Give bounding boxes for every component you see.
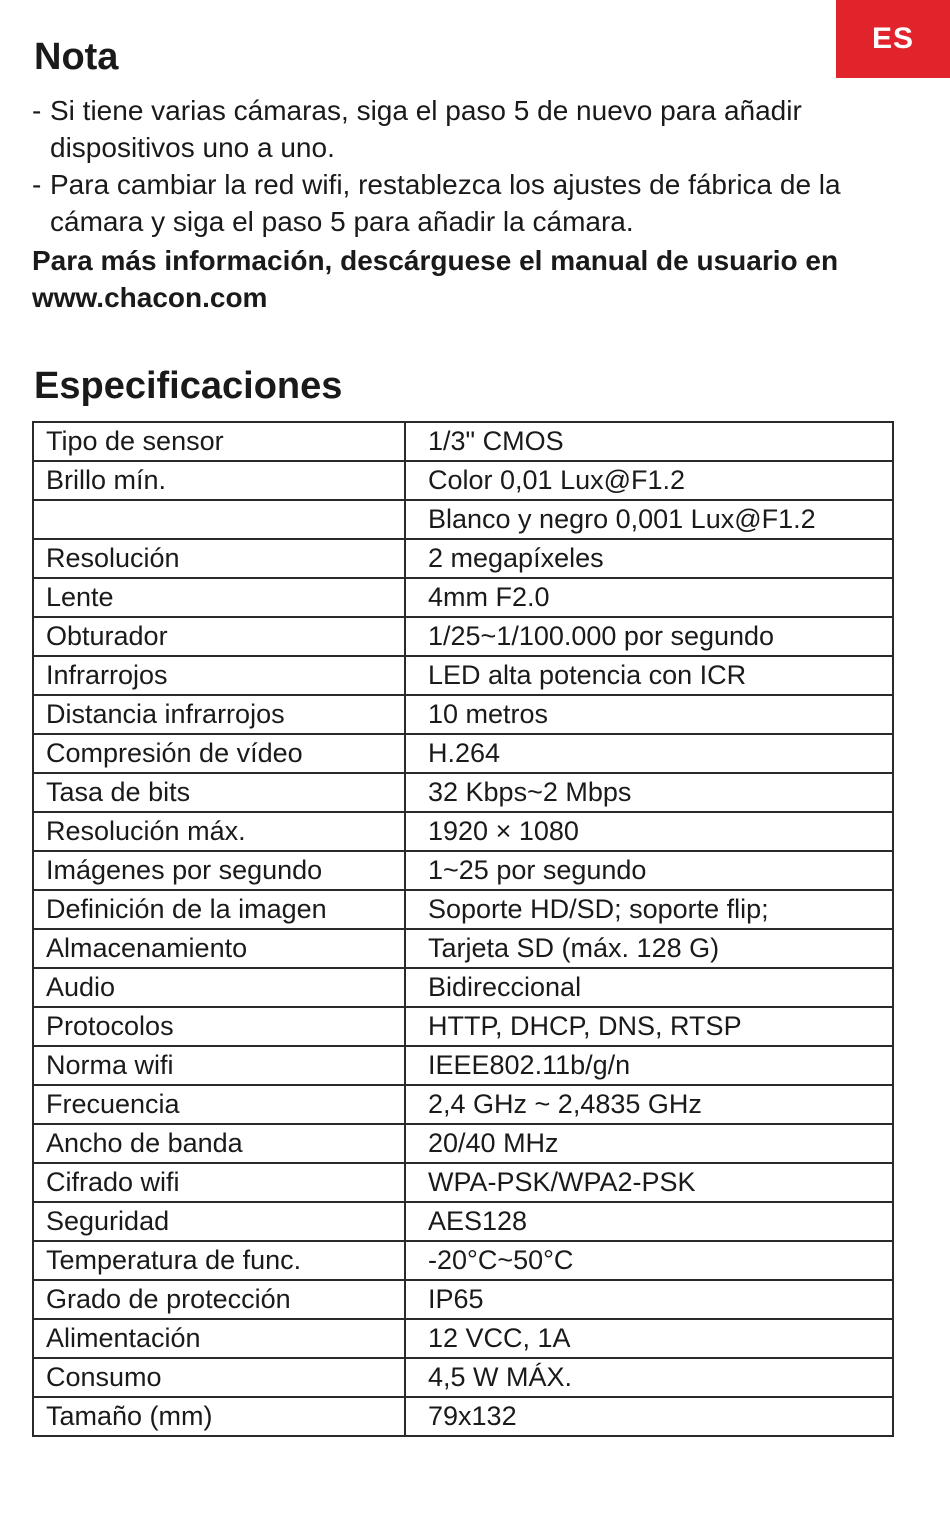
note-item: [32, 166, 912, 240]
spec-label: Infrarrojos: [33, 656, 405, 695]
spec-row: [33, 968, 893, 1007]
spec-label: Lente: [33, 578, 405, 617]
spec-value: 2,4 GHz ~ 2,4835 GHz: [405, 1085, 893, 1124]
spec-value: 4,5 W MÁX.: [405, 1358, 893, 1397]
spec-value: 1920 × 1080: [405, 812, 893, 851]
spec-row: [33, 1085, 893, 1124]
spec-value: WPA-PSK/WPA2-PSK: [405, 1163, 893, 1202]
spec-label: Brillo mín.: [33, 461, 405, 500]
spec-label: Obturador: [33, 617, 405, 656]
spec-label: Grado de protección: [33, 1280, 405, 1319]
note-item-text: Para cambiar la red wifi, restablezca los ajustes de fábrica de la cámara y siga el paso 5 para añadir la cámara.: [50, 169, 841, 237]
spec-label: Tamaño (mm): [33, 1397, 405, 1436]
spec-value: 4mm F2.0: [405, 578, 893, 617]
spec-value: AES128: [405, 1202, 893, 1241]
spec-label: Protocolos: [33, 1007, 405, 1046]
spec-row: [33, 851, 893, 890]
spec-label: Frecuencia: [33, 1085, 405, 1124]
list-dash: -: [32, 169, 42, 200]
spec-value: 1/25~1/100.000 por segundo: [405, 617, 893, 656]
spec-row: [33, 500, 893, 539]
spec-row: [33, 578, 893, 617]
spec-row: [33, 1163, 893, 1202]
spec-value: -20°C~50°C: [405, 1241, 893, 1280]
specs-table: [32, 421, 894, 1437]
spec-row: [33, 1124, 893, 1163]
spec-value: Bidireccional: [405, 968, 893, 1007]
spec-value: IEEE802.11b/g/n: [405, 1046, 893, 1085]
note-list: [32, 92, 912, 240]
spec-label: [33, 500, 405, 539]
spec-value: Blanco y negro 0,001 Lux@F1.2: [405, 500, 893, 539]
spec-label: Tasa de bits: [33, 773, 405, 812]
spec-row: [33, 422, 893, 461]
spec-value: LED alta potencia con ICR: [405, 656, 893, 695]
spec-value: 20/40 MHz: [405, 1124, 893, 1163]
spec-row: [33, 461, 893, 500]
spec-value: H.264: [405, 734, 893, 773]
spec-value: 2 megapíxeles: [405, 539, 893, 578]
note-item-text: Si tiene varias cámaras, siga el paso 5 de nuevo para añadir dispositivos uno a uno.: [50, 95, 802, 163]
spec-value: 1~25 por segundo: [405, 851, 893, 890]
spec-row: [33, 1319, 893, 1358]
spec-value: Color 0,01 Lux@F1.2: [405, 461, 893, 500]
spec-label: Imágenes por segundo: [33, 851, 405, 890]
spec-value: HTTP, DHCP, DNS, RTSP: [405, 1007, 893, 1046]
spec-row: [33, 929, 893, 968]
spec-row: [33, 1397, 893, 1436]
spec-label: Almacenamiento: [33, 929, 405, 968]
spec-label: Ancho de banda: [33, 1124, 405, 1163]
spec-row: [33, 1241, 893, 1280]
spec-row: [33, 890, 893, 929]
spec-label: Consumo: [33, 1358, 405, 1397]
spec-row: [33, 812, 893, 851]
spec-value: 32 Kbps~2 Mbps: [405, 773, 893, 812]
spec-value: 10 metros: [405, 695, 893, 734]
spec-row: [33, 1007, 893, 1046]
specs-table-body: [33, 422, 893, 1436]
spec-row: [33, 695, 893, 734]
language-badge: ES: [836, 0, 950, 78]
spec-row: [33, 1046, 893, 1085]
spec-value: Tarjeta SD (máx. 128 G): [405, 929, 893, 968]
spec-row: [33, 1358, 893, 1397]
spec-label: Alimentación: [33, 1319, 405, 1358]
spec-label: Distancia infrarrojos: [33, 695, 405, 734]
more-info-text: Para más información, descárguese el manual de usuario en www.chacon.com: [32, 245, 839, 313]
spec-row: [33, 1280, 893, 1319]
list-dash: -: [32, 95, 42, 126]
note-item: [32, 92, 912, 166]
spec-row: [33, 539, 893, 578]
spec-label: Seguridad: [33, 1202, 405, 1241]
note-heading: Nota: [34, 36, 119, 78]
spec-row: [33, 617, 893, 656]
spec-label: Temperatura de func.: [33, 1241, 405, 1280]
spec-label: Audio: [33, 968, 405, 1007]
spec-label: Cifrado wifi: [33, 1163, 405, 1202]
spec-value: 12 VCC, 1A: [405, 1319, 893, 1358]
spec-label: Norma wifi: [33, 1046, 405, 1085]
spec-label: Resolución máx.: [33, 812, 405, 851]
spec-row: [33, 1202, 893, 1241]
spec-value: 1/3" CMOS: [405, 422, 893, 461]
spec-row: [33, 773, 893, 812]
specs-heading: Especificaciones: [34, 365, 343, 407]
spec-label: Definición de la imagen: [33, 890, 405, 929]
spec-value: 79x132: [405, 1397, 893, 1436]
spec-value: Soporte HD/SD; soporte flip;: [405, 890, 893, 929]
spec-label: Compresión de vídeo: [33, 734, 405, 773]
spec-value: IP65: [405, 1280, 893, 1319]
spec-label: Resolución: [33, 539, 405, 578]
spec-label: Tipo de sensor: [33, 422, 405, 461]
spec-row: [33, 734, 893, 773]
spec-row: [33, 656, 893, 695]
